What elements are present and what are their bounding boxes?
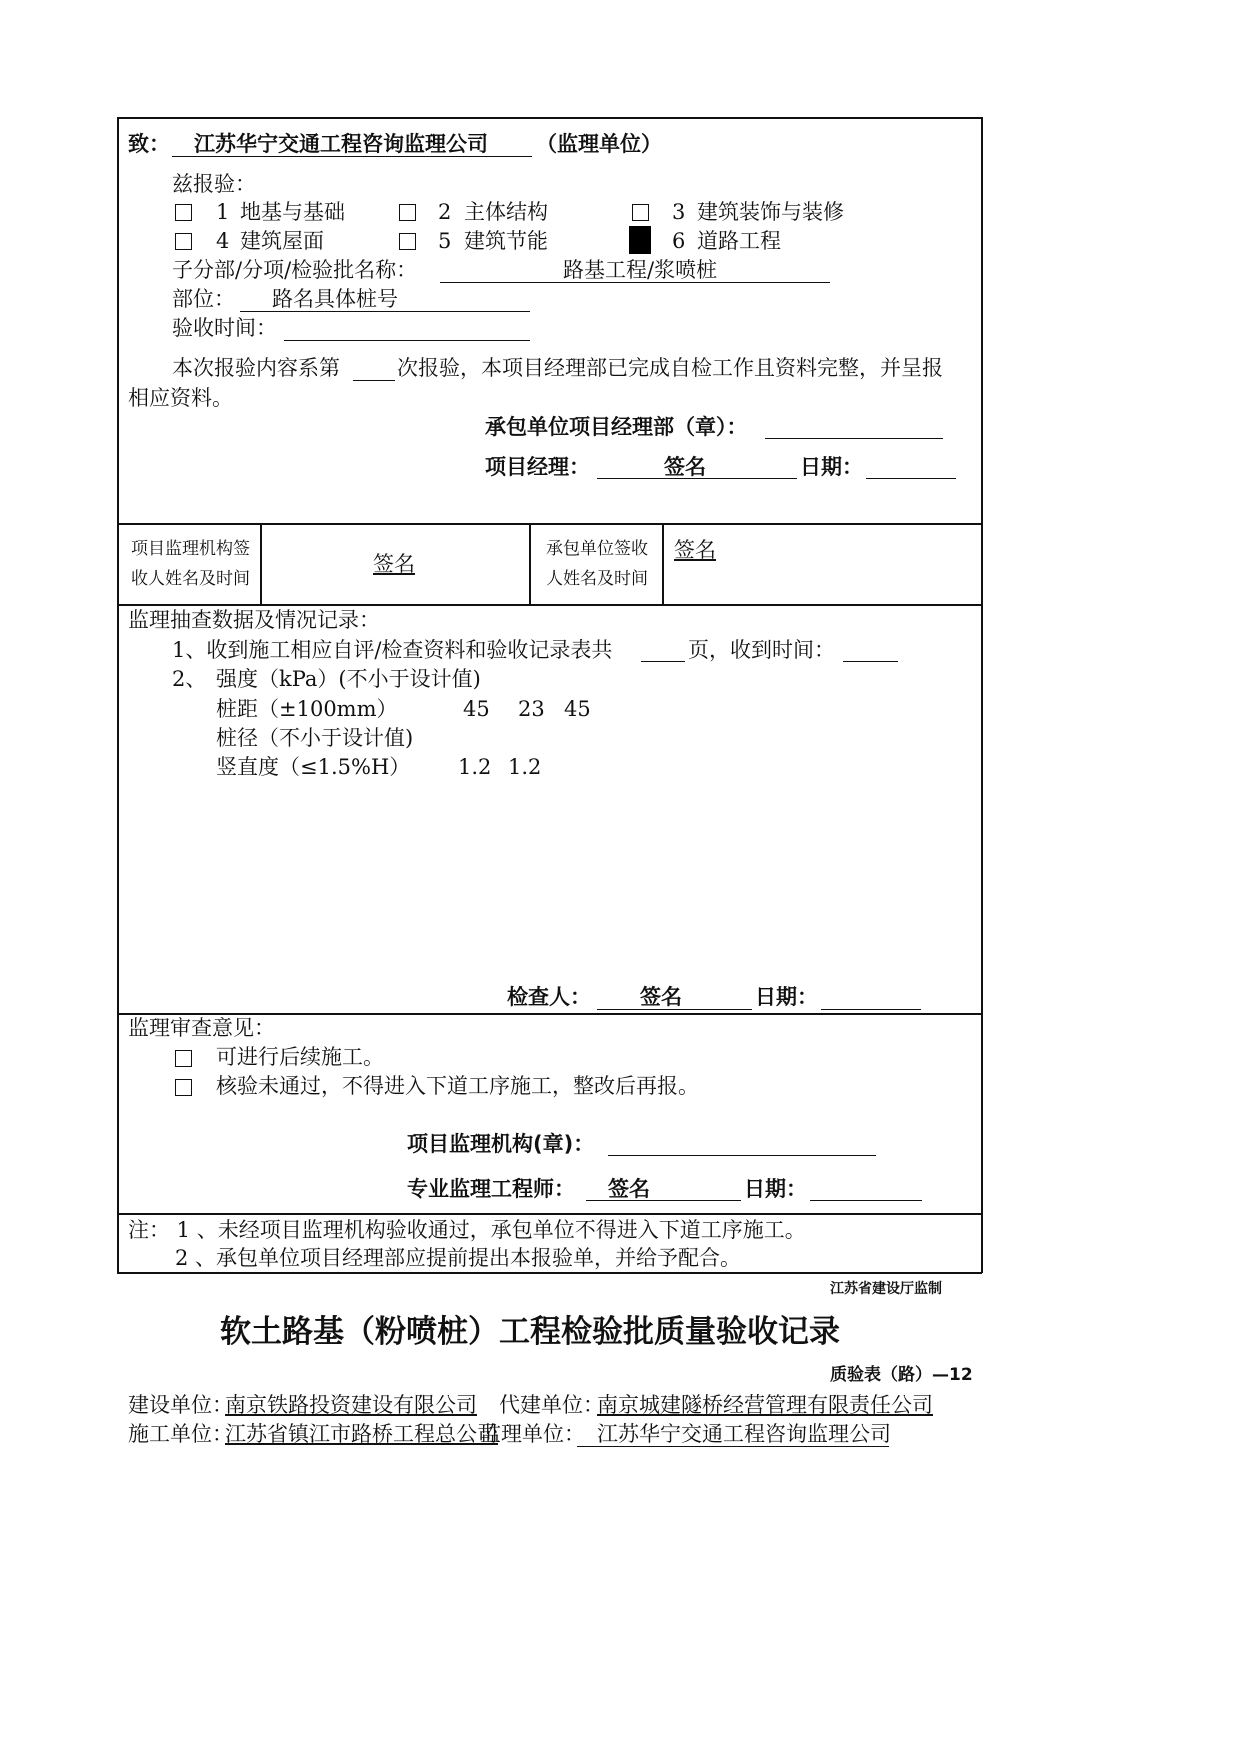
constructor-label: 施工单位： <box>128 1422 233 1446</box>
row-diameter-label: 桩径（不小于设计值) <box>216 726 414 750</box>
supervisor-label: 监理单位： <box>480 1422 585 1446</box>
subitem-label: 子分部/分项/检验批名称： <box>172 258 418 282</box>
issuer-label: 江苏省建设厅监制 <box>830 1281 942 1297</box>
review-option-2: 核验未通过，不得进入下道工序施工，整改后再报。 <box>216 1074 699 1098</box>
engineer-label: 专业监理工程师： <box>407 1177 575 1201</box>
review-option-1: 可进行后续施工。 <box>216 1045 384 1069</box>
subitem-value: 路基工程/浆喷桩 <box>563 258 718 282</box>
inspection-item1-a: 1、收到施工相应自评/检查资料和验收记录表共 <box>172 638 613 662</box>
option-6-label: 道路工程 <box>697 229 781 253</box>
inspector-label: 检查人： <box>507 985 591 1009</box>
supervisor-value: 江苏华宁交通工程咨询监理公司 <box>597 1422 891 1446</box>
inspector-sign: 签名 <box>640 985 682 1009</box>
builder-label: 建设单位： <box>128 1393 233 1417</box>
engineer-date-underline <box>810 1200 922 1201</box>
col-divider-3 <box>662 523 664 605</box>
pm-label: 项目经理： <box>485 455 590 479</box>
review-title: 监理审查意见： <box>128 1016 275 1040</box>
review-seal-label: 项目监理机构(章)： <box>407 1132 595 1156</box>
table-border-bottom <box>117 1272 982 1274</box>
inspector-sign-underline <box>597 1009 752 1010</box>
checkbox-continue[interactable] <box>175 1050 192 1067</box>
col-divider-2 <box>529 523 531 605</box>
supervisor-receipt-sign: 签名 <box>373 552 415 576</box>
checkbox-reject[interactable] <box>175 1079 192 1096</box>
row-divider-1 <box>117 523 982 525</box>
document-title: 软土路基（粉喷桩）工程检验批质量验收记录 <box>220 1314 840 1350</box>
review-seal-underline <box>608 1155 876 1156</box>
checkbox-option-3[interactable] <box>632 204 649 221</box>
option-6-num: 6 <box>672 229 686 253</box>
option-5-label: 建筑节能 <box>464 229 548 253</box>
contractor-receipt-label-2: 人姓名及时间 <box>546 569 648 589</box>
contractor-receipt-label-1: 承包单位签收 <box>546 539 648 559</box>
accept-time-underline <box>284 340 530 341</box>
supervisor-value-underline <box>577 1446 889 1447</box>
engineer-date-label: 日期： <box>744 1177 807 1201</box>
engineer-sign: 签名 <box>608 1177 650 1201</box>
contractor-receipt-sign: 签名 <box>674 538 716 562</box>
checkbox-option-2[interactable] <box>399 204 416 221</box>
inspection-time-underline <box>843 661 898 662</box>
statement-b: 次报验，本项目经理部已完成自检工作且资料完整，并呈报 <box>397 356 943 380</box>
row-spacing-label: 桩距（±100mm） <box>216 697 398 721</box>
row-vertical-value-1: 1.2 <box>458 755 492 779</box>
option-1-num: 1 <box>216 200 230 224</box>
note-2: 2 、承包单位项目经理部应提前提出本报验单，并给予配合。 <box>175 1246 742 1270</box>
agent-value: 南京城建隧桥经营管理有限责任公司 <box>597 1393 933 1417</box>
option-4-label: 建筑屋面 <box>240 229 324 253</box>
option-5-num: 5 <box>438 229 452 253</box>
contractor-seal-label: 承包单位项目经理部（章）： <box>485 415 748 439</box>
option-2-num: 2 <box>438 200 452 224</box>
inspection-title: 监理抽查数据及情况记录： <box>128 608 380 632</box>
engineer-sign-underline <box>586 1200 741 1201</box>
table-border-left <box>117 117 119 1273</box>
constructor-value: 江苏省镇江市路桥工程总公司 <box>225 1422 498 1446</box>
row-spacing-value-2: 23 <box>518 697 545 721</box>
form-code: 质验表（路）—12 <box>830 1365 973 1385</box>
checkbox-option-4[interactable] <box>175 233 192 250</box>
subitem-underline <box>440 282 830 283</box>
row-divider-3 <box>117 1013 982 1015</box>
table-border-top <box>117 117 982 119</box>
to-label: 致： <box>128 132 170 156</box>
row-divider-2 <box>117 604 982 606</box>
row-vertical-value-2: 1.2 <box>508 755 542 779</box>
supervisor-receipt-label-2: 收人姓名及时间 <box>131 569 250 589</box>
row-divider-4 <box>117 1213 982 1215</box>
pm-sign: 签名 <box>664 455 706 479</box>
supervisor-receipt-label-1: 项目监理机构签 <box>131 539 250 559</box>
option-3-label: 建筑装饰与装修 <box>697 200 844 224</box>
inspector-date-underline <box>821 1009 921 1010</box>
pm-date-label: 日期： <box>800 455 863 479</box>
pm-date-underline <box>866 478 956 479</box>
inspector-date-label: 日期： <box>755 985 818 1009</box>
builder-value: 南京铁路投资建设有限公司 <box>225 1393 477 1417</box>
location-label: 部位： <box>172 287 235 311</box>
checkbox-option-1[interactable] <box>175 204 192 221</box>
row-vertical-label: 竖直度（≤1.5%H） <box>216 755 411 779</box>
checkbox-option-6-checked[interactable] <box>629 226 651 254</box>
agent-label: 代建单位： <box>499 1393 604 1417</box>
pm-sign-underline <box>597 478 797 479</box>
to-unit-underline <box>172 156 532 157</box>
location-underline <box>240 311 530 312</box>
report-label: 兹报验： <box>172 172 256 196</box>
accept-time-label: 验收时间： <box>172 316 277 340</box>
option-1-label: 地基与基础 <box>240 200 345 224</box>
row-strength-label: 强度（kPa）(不小于设计值) <box>216 667 481 691</box>
to-unit: 江苏华宁交通工程咨询监理公司 <box>194 132 488 156</box>
checkbox-option-5[interactable] <box>399 233 416 250</box>
location-value: 路名具体桩号 <box>272 287 398 311</box>
option-4-num: 4 <box>216 229 230 253</box>
inspection-item2: 2、 <box>172 667 207 691</box>
statement-count-underline <box>353 380 395 381</box>
row-spacing-value-3: 45 <box>564 697 591 721</box>
statement-a: 本次报验内容系第 <box>172 356 340 380</box>
inspection-item1-b: 页，收到时间： <box>688 638 835 662</box>
to-role: （监理单位） <box>536 132 662 156</box>
option-3-num: 3 <box>672 200 686 224</box>
statement-c: 相应资料。 <box>128 386 233 410</box>
table-border-right <box>981 117 983 1273</box>
contractor-seal-underline <box>765 438 943 439</box>
note-1: 注： 1 、未经项目监理机构验收通过，承包单位不得进入下道工序施工。 <box>128 1218 806 1242</box>
col-divider-1 <box>260 523 262 605</box>
inspection-pages-underline <box>641 661 685 662</box>
option-2-label: 主体结构 <box>464 200 548 224</box>
row-spacing-value-1: 45 <box>463 697 490 721</box>
